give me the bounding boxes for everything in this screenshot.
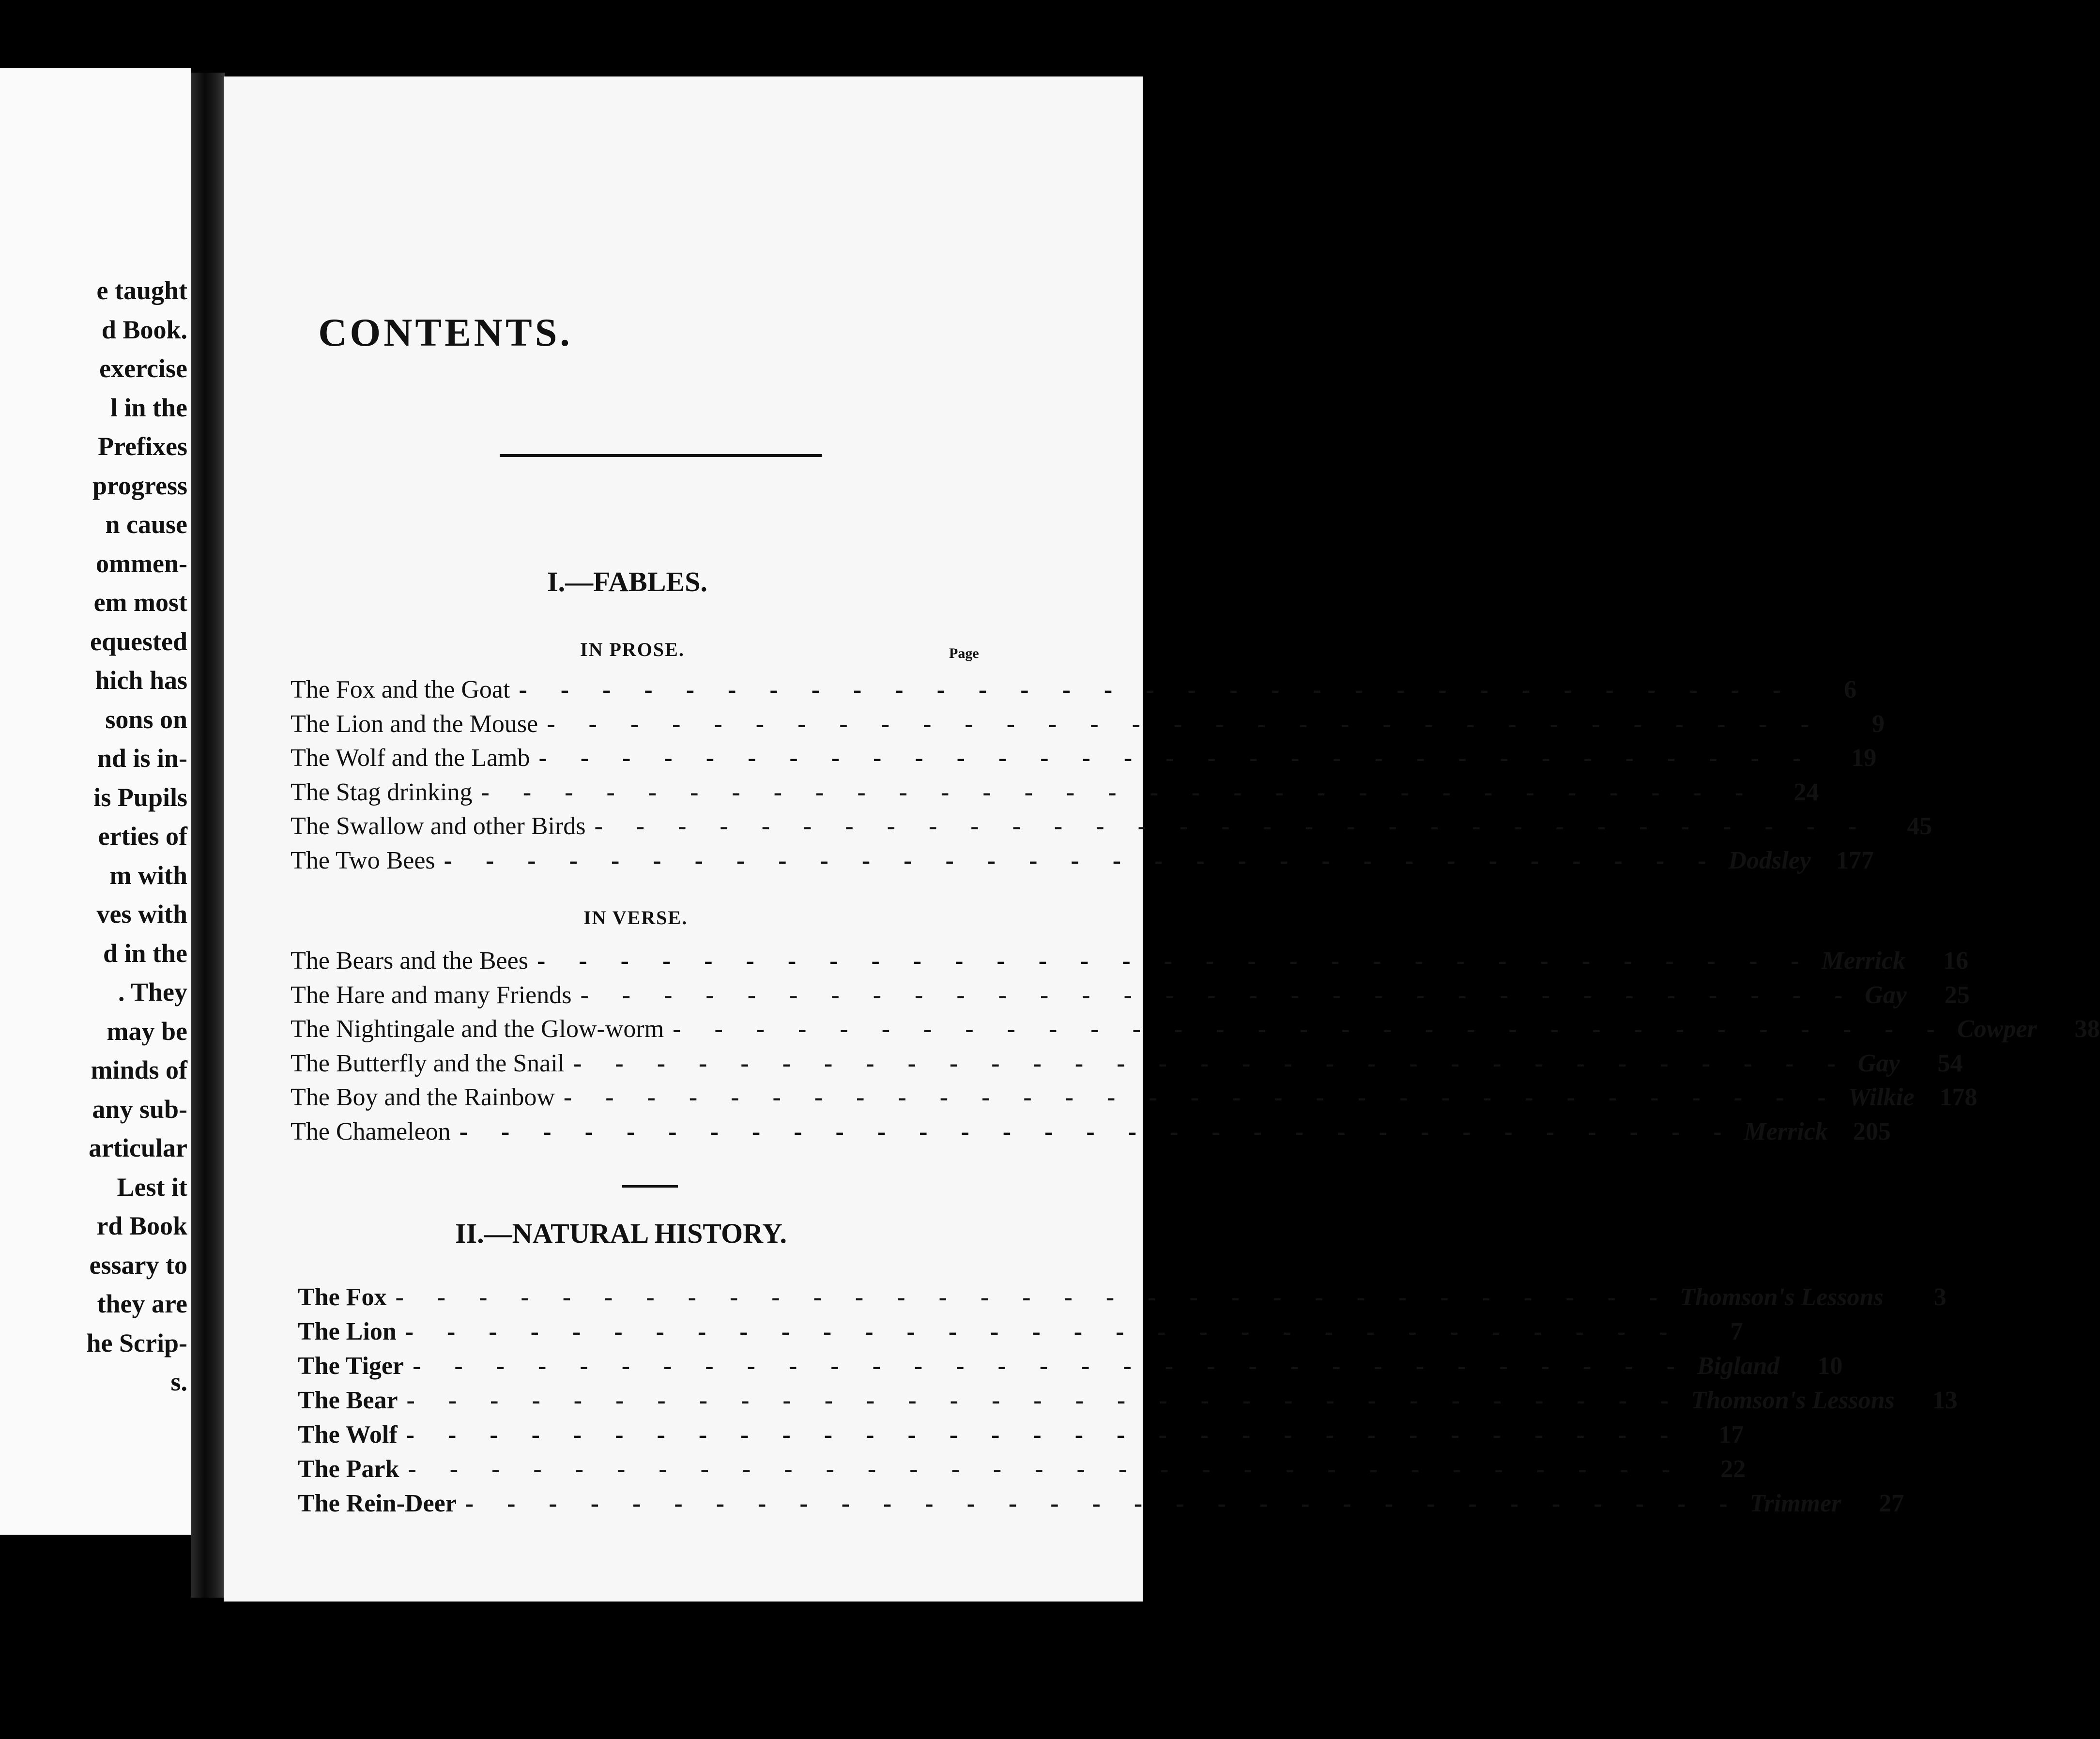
dot-leaders: - - - - - - - - - - - - - - - - - - - - - - - - - - - - - - - — [594, 812, 1870, 840]
facing-page-line: progress — [92, 471, 187, 500]
entry-page-number: 13 — [1932, 1387, 1958, 1414]
entry-author: Dodsley — [1728, 846, 1811, 874]
dot-leaders: - - - - - - - - - - - - - - - - - - - - - - - - - - - - - - - — [519, 676, 1795, 703]
contents-entry — [298, 1418, 1744, 1452]
entry-page-number: 178 — [1939, 1083, 1977, 1111]
section-heading-fables: I.—FABLES. — [547, 566, 707, 597]
entry-title: The Butterfly and the Snail — [291, 1049, 565, 1077]
entry-title: The Swallow and other Birds — [291, 812, 586, 840]
dot-leaders: - - - - - - - - - - - - - - - - - - - - - - - - - - - - - - - — [406, 1387, 1683, 1414]
entry-author: Merrick — [1821, 947, 1906, 975]
entry-title: The Bear — [298, 1387, 398, 1414]
entry-page-number: 177 — [1836, 846, 1874, 874]
contents-entry — [298, 1487, 1904, 1521]
entry-title: The Bears and the Bees — [291, 947, 528, 975]
entry-page-number: 17 — [1718, 1421, 1744, 1449]
dot-leaders: - - - - - - - - - - - - - - - - - - - - - - - - - - - - - - - — [563, 1083, 1839, 1111]
facing-page-line: minds of — [91, 1055, 187, 1084]
facing-page-line: equested — [90, 626, 187, 656]
facing-page-line: Prefixes — [98, 432, 187, 461]
facing-page-line: rd Book — [96, 1211, 187, 1240]
contents-entry — [298, 1384, 1958, 1418]
entry-page-number: 19 — [1851, 744, 1877, 772]
contents-entry — [291, 1115, 1891, 1149]
contents-entry — [298, 1281, 1947, 1314]
dot-leaders: - - - - - - - - - - - - - - - - - - - - - - - - - - - - - - - — [573, 1049, 1849, 1077]
entry-author: Thomson's Lessons — [1680, 1283, 1884, 1311]
dot-leaders: - - - - - - - - - - - - - - - - - - - - - - - - - - - - - - - — [459, 1117, 1735, 1145]
facing-page-line: Lest it — [117, 1172, 187, 1202]
entry-page-number: 205 — [1853, 1117, 1891, 1145]
dot-leaders: - - - - - - - - - - - - - - - - - - - - - - - - - - - - - - - — [406, 1421, 1682, 1449]
contents-entry — [291, 1012, 2100, 1046]
facing-page — [0, 68, 191, 1535]
facing-page-line: l in the — [110, 393, 187, 422]
entry-author: Merrick — [1744, 1117, 1828, 1145]
section-divider-rule — [622, 1185, 678, 1188]
entry-title: The Two Bees — [291, 846, 435, 874]
entry-author: Trimmer — [1749, 1490, 1841, 1517]
entry-page-number: 6 — [1844, 676, 1857, 703]
entry-title: The Wolf and the Lamb — [291, 744, 530, 772]
entry-page-number: 10 — [1817, 1352, 1843, 1380]
facing-page-line: is Pupils — [93, 782, 187, 812]
subheading-in-prose: IN PROSE. — [580, 639, 685, 660]
contents-entry — [291, 809, 1932, 843]
entry-title: The Lion and the Mouse — [291, 710, 538, 738]
entry-page-number: 25 — [1944, 981, 1970, 1009]
facing-page-line: m with — [109, 860, 187, 890]
facing-page-line: n cause — [105, 510, 187, 539]
entry-title: The Rein-Deer — [298, 1490, 457, 1517]
facing-page-line: exercise — [99, 354, 187, 383]
dot-leaders: - - - - - - - - - - - - - - - - - - - - - - - - - - - - - - - — [580, 981, 1856, 1009]
contents-entry — [291, 707, 1885, 741]
entry-page-number: 16 — [1943, 947, 1969, 975]
contents-entry — [291, 978, 1970, 1012]
dot-leaders: - - - - - - - - - - - - - - - - - - - - - - - - - - - - - - - — [547, 710, 1823, 738]
entry-title: The Hare and many Friends — [291, 981, 572, 1009]
entry-page-number: 7 — [1730, 1318, 1743, 1345]
entry-author: Gay — [1865, 981, 1907, 1009]
entry-page-number: 24 — [1793, 778, 1819, 806]
facing-page-line: d Book. — [101, 315, 187, 344]
facing-page-text — [87, 271, 188, 1402]
entry-author: Gay — [1857, 1049, 1900, 1077]
dot-leaders: - - - - - - - - - - - - - - - - - - - - - - - - - - - - - - - — [408, 1455, 1684, 1483]
contents-entry — [298, 1349, 1843, 1383]
facing-page-line: he Scrip- — [86, 1328, 187, 1358]
subheading-in-verse: IN VERSE. — [583, 907, 688, 929]
dot-leaders: - - - - - - - - - - - - - - - - - - - - - - - - - - - - - - - — [536, 947, 1813, 975]
entry-title: The Fox and the Goat — [291, 676, 510, 703]
facing-page-line: hich has — [95, 666, 187, 695]
entry-title: The Tiger — [298, 1352, 404, 1380]
facing-page-line: essary to — [89, 1250, 187, 1280]
section-heading-natural-history: II.—NATURAL HISTORY. — [455, 1218, 787, 1249]
contents-entry — [291, 944, 1969, 978]
facing-page-line: s. — [170, 1367, 187, 1396]
entry-page-number: 45 — [1907, 812, 1932, 840]
entry-title: The Lion — [298, 1318, 397, 1345]
facing-page-line: articular — [89, 1133, 187, 1162]
title-rule — [500, 454, 822, 457]
dot-leaders: - - - - - - - - - - - - - - - - - - - - - - - - - - - - - - - — [673, 1015, 1948, 1043]
facing-page-line: may be — [107, 1016, 187, 1046]
facing-page-line: nd is in- — [97, 744, 187, 773]
entry-page-number: 38 — [2074, 1015, 2100, 1043]
entry-page-number: 22 — [1720, 1455, 1746, 1483]
entry-title: The Fox — [298, 1283, 387, 1311]
dot-leaders: - - - - - - - - - - - - - - - - - - - - - - - - - - - - - - - — [395, 1283, 1671, 1311]
facing-page-line: . They — [118, 977, 187, 1007]
contents-entry — [291, 741, 1877, 775]
dot-leaders: - - - - - - - - - - - - - - - - - - - - - - - - - - - - - - - — [413, 1352, 1688, 1380]
entry-page-number: 27 — [1879, 1490, 1904, 1517]
entry-page-number: 54 — [1937, 1049, 1963, 1077]
dot-leaders: - - - - - - - - - - - - - - - - - - - - - - - - - - - - - - - — [465, 1490, 1741, 1517]
contents-entry — [291, 776, 1819, 809]
contents-entry — [298, 1452, 1746, 1486]
facing-page-line: d in the — [103, 938, 187, 968]
entry-title: The Chameleon — [291, 1117, 451, 1145]
contents-entry — [291, 673, 1857, 707]
contents-entry — [298, 1315, 1743, 1349]
entry-author: Wilkie — [1848, 1083, 1915, 1111]
contents-entry — [291, 1081, 1977, 1114]
entry-author: Bigland — [1697, 1352, 1780, 1380]
dot-leaders: - - - - - - - - - - - - - - - - - - - - - - - - - - - - - - - — [444, 846, 1720, 874]
facing-page-line: erties of — [98, 822, 187, 851]
entry-page-number: 9 — [1872, 710, 1885, 738]
entry-title: The Wolf — [298, 1421, 398, 1449]
entry-title: The Park — [298, 1455, 399, 1483]
entry-page-number: 3 — [1933, 1283, 1947, 1311]
page-column-label: Page — [949, 645, 979, 661]
dot-leaders: - - - - - - - - - - - - - - - - - - - - - - - - - - - - - - - — [481, 778, 1757, 806]
contents-entry — [291, 1047, 1963, 1081]
dot-leaders: - - - - - - - - - - - - - - - - - - - - - - - - - - - - - - - — [538, 744, 1815, 772]
facing-page-line: any sub- — [92, 1094, 187, 1124]
facing-page-line: sons on — [105, 704, 187, 734]
facing-page-line: ves with — [96, 900, 187, 929]
contents-entry — [291, 844, 1874, 878]
entry-title: The Boy and the Rainbow — [291, 1083, 555, 1111]
facing-page-line: they are — [97, 1289, 187, 1318]
facing-page-line: ommen- — [96, 549, 187, 578]
book-gutter — [191, 73, 225, 1598]
page-title: CONTENTS. — [318, 310, 573, 354]
entry-author: Cowper — [1957, 1015, 2037, 1043]
entry-title: The Nightingale and the Glow-worm — [291, 1015, 664, 1043]
dot-leaders: - - - - - - - - - - - - - - - - - - - - - - - - - - - - - - - — [405, 1318, 1681, 1345]
facing-page-line: em most — [93, 588, 187, 617]
entry-title: The Stag drinking — [291, 778, 473, 806]
facing-page-line: e taught — [96, 276, 187, 305]
entry-author: Thomson's Lessons — [1691, 1387, 1895, 1414]
